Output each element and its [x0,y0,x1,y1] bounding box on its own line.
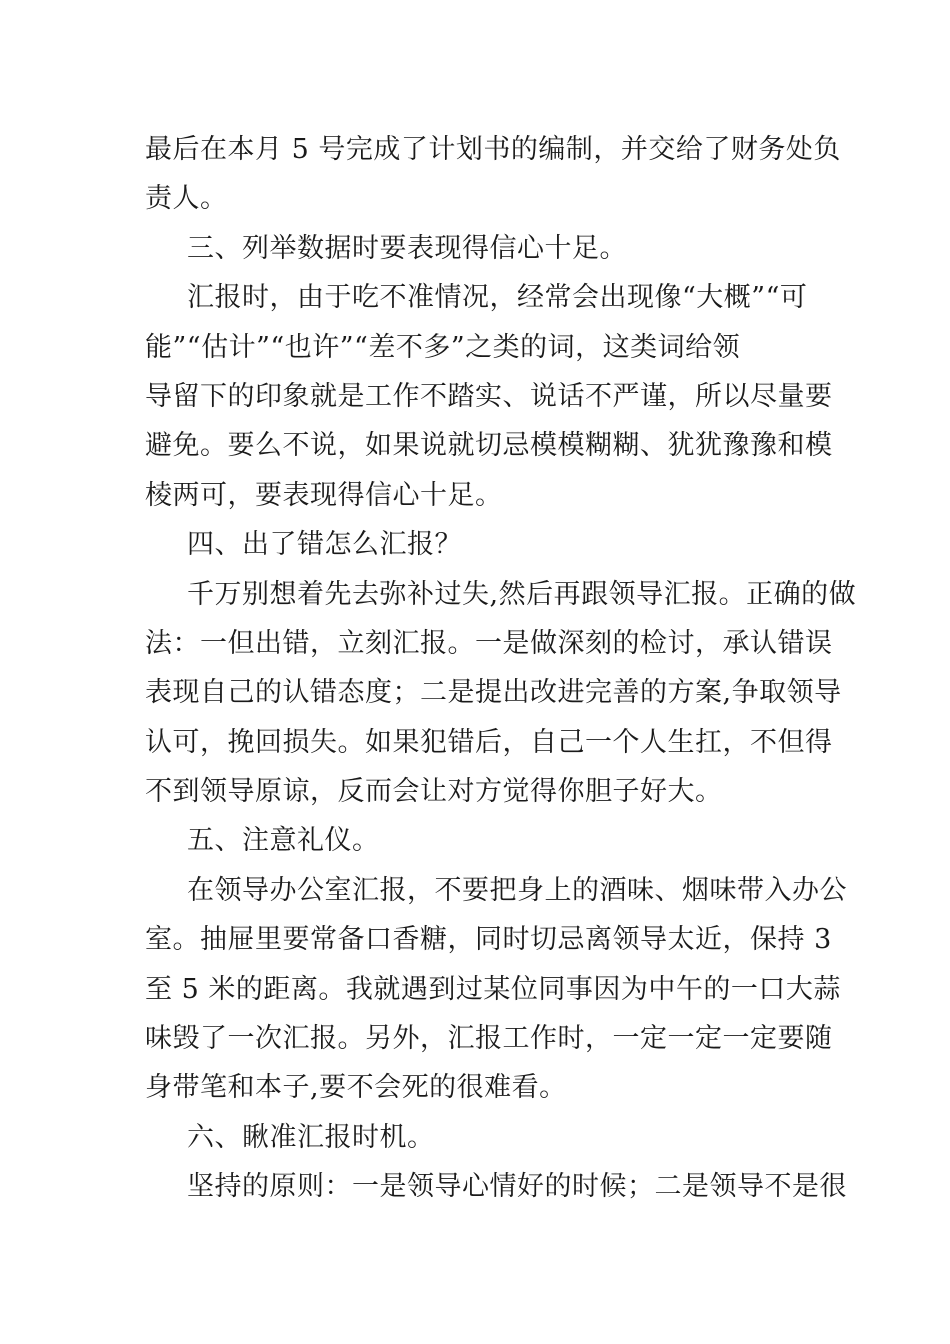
section-heading-4: 四、出了错怎么汇报？ [187,529,462,561]
document-body [145,125,857,1212]
section-heading-3: 三、列举数据时要表现得信心十足。 [187,232,627,264]
paragraph-line: 在领导办公室汇报，不要把身上的酒味、烟味带入办公 [187,874,847,906]
paragraph-line: 坚持的原则：一是领导心情好的时候；二是领导不是很 [187,1171,847,1203]
paragraph-line: 导留下的印象就是工作不踏实、说话不严谨，所以尽量要 [145,380,833,412]
paragraph-line: 汇报时，由于吃不准情况，经常会出现像“大概”“可 [187,282,808,314]
paragraph-line: 身带笔和本子,要不会死的很难看。 [145,1072,567,1104]
paragraph-line: 最后在本月 5 号完成了计划书的编制，并交给了财务处负 [145,134,841,165]
paragraph-line: 味毁了一次汇报。另外，汇报工作时，一定一定一定要随 [145,1023,833,1055]
section-heading-6: 六、瞅准汇报时机。 [187,1121,435,1153]
paragraph-line: 避免。要么不说，如果说就切忌模模糊糊、犹犹豫豫和模 [145,430,833,462]
paragraph-line: 千万别想着先去弥补过失,然后再跟领导汇报。正确的做 [187,578,857,610]
paragraph-line: 责人。 [145,183,228,215]
paragraph-line: 至 5 米的距离。我就遇到过某位同事因为中午的一口大蒜 [145,973,841,1005]
paragraph-line: 棱两可，要表现得信心十足。 [145,479,503,511]
paragraph-line: 室。抽屉里要常备口香糖，同时切忌离领导太近，保持 3 [145,924,832,956]
paragraph-line: 表现自己的认错态度；二是提出改进完善的方案,争取领导 [145,677,842,709]
paragraph-line: 法：一但出错，立刻汇报。一是做深刻的检讨，承认错误 [145,627,833,659]
paragraph-line: 能”“估计”“也许”“差不多”之类的词，这类词给领 [145,331,741,363]
paragraph-line: 不到领导原谅，反而会让对方觉得你胆子好大。 [145,776,723,808]
paragraph-line: 认可，挽回损失。如果犯错后，自己一个人生扛，不但得 [145,726,833,758]
section-heading-5: 五、注意礼仪。 [187,825,380,857]
